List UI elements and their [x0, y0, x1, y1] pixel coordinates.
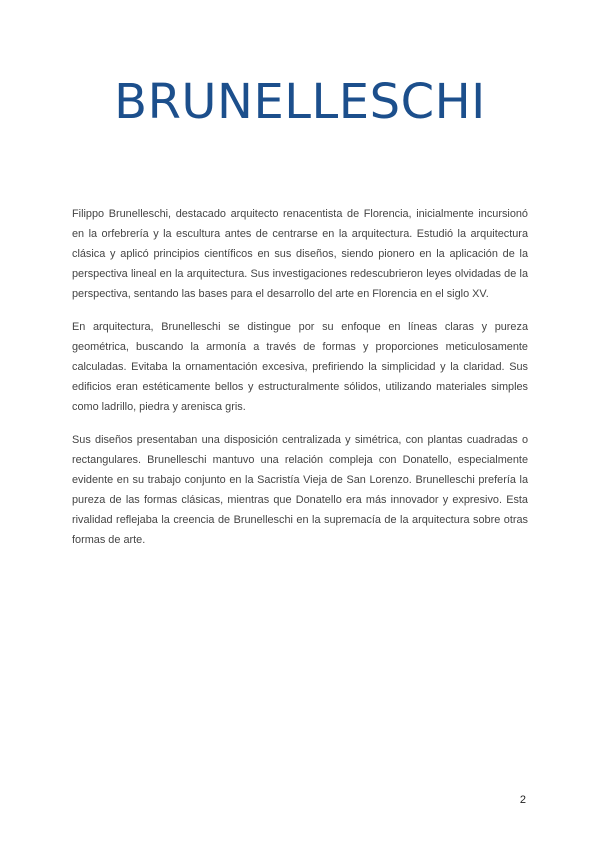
page-number: 2 — [519, 794, 526, 806]
page-title: BRUNELLESCHI — [114, 74, 486, 130]
paragraph-3: Sus diseños presentaban una disposición centralizada y simétrica, con plantas cuadradas o rectangulares. Brunelleschi mantuvo una relación compleja con Donatello, especialmente evidente en su trabajo conjunto en la Sacristía Vieja de San Lorenzo. Brunelleschi prefería la pureza de las formas clásicas, mientras que Donatello era más innovador y expresivo. Esta rivalidad reflejaba la creencia de Brunelleschi en la supremacía de la arquitectura sobre otras formas de arte. — [72, 434, 528, 546]
body-text — [72, 204, 528, 563]
paragraph-2: En arquitectura, Brunelleschi se distingue por su enfoque en líneas claras y pureza geométrica, buscando la armonía a través de formas y proporciones meticulosamente calculadas. Evitaba la ornamentación excesiva, prefiriendo la simplicidad y la claridad. Sus edificios eran estéticamente bellos y estructuralmente sólidos, utilizando materiales simples como ladrillo, piedra y arenisca gris. — [72, 321, 528, 413]
paragraph-1: Filippo Brunelleschi, destacado arquitecto renacentista de Florencia, inicialmente incursionó en la orfebrería y la escultura antes de centrarse en la arquitectura. Estudió la arquitectura clásica y aplicó principios científicos en sus diseños, siendo pionero en la aplicación de la perspectiva lineal en la arquitectura. Sus investigaciones redescubrieron leyes olvidadas de la perspectiva, sentando las bases para el desarrollo del arte en Florencia en el siglo XV. — [72, 208, 528, 300]
